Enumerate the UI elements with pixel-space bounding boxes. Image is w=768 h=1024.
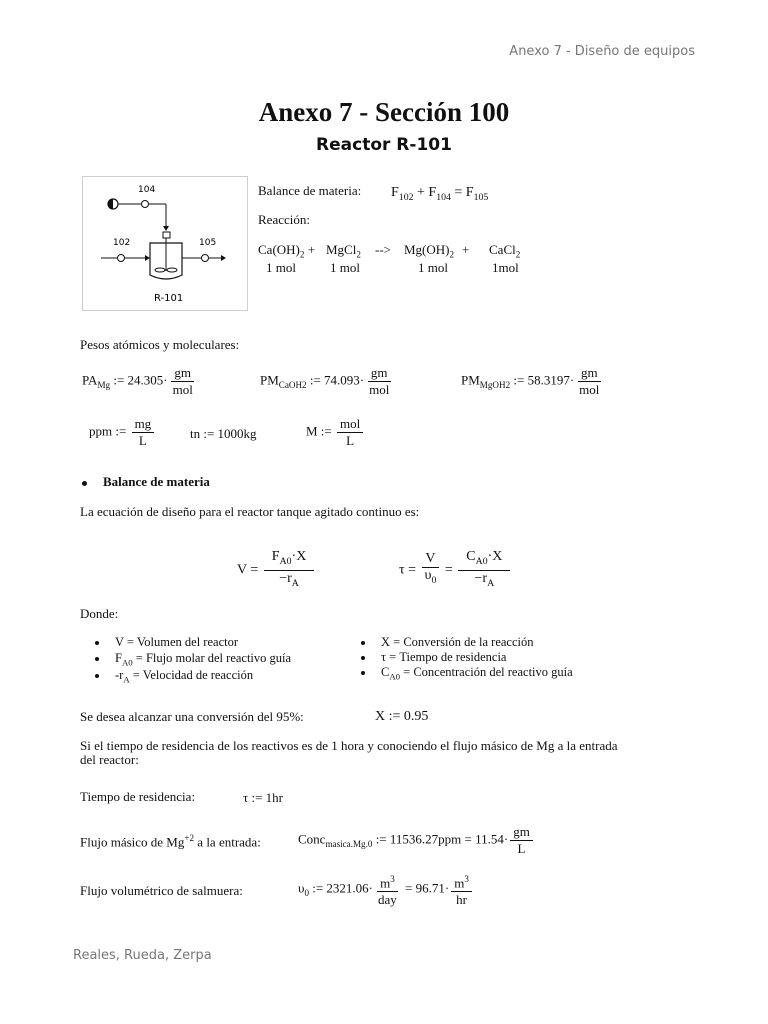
volumetric-flow-label: Flujo volumétrico de salmuera:	[80, 883, 243, 898]
stream-104-arrow	[163, 226, 169, 231]
def-concentration: $C_{A0}$ = Concentración del reactivo guía	[361, 665, 573, 682]
pm-mgoh2-eq: $PM_{MgOH2}$ := 58.3197· $\frac{gm}{\text{mol}}$	[461, 365, 600, 397]
residence-time-label: Tiempo de residencia:	[80, 789, 196, 804]
def-reaction-rate: $-r_A$ = Velocidad de reacción	[95, 668, 253, 685]
conversion-text: Se desea alcanzar una conversión del 95%:	[80, 709, 304, 724]
tau-equation: τ = $\frac{V}{\upsilon_0}$ = $\frac{C_{A0}\cdot X}{-r_A}$	[399, 549, 512, 592]
conversion-equation: X := 0.95	[375, 709, 429, 724]
page-subtitle: Reactor R-101	[316, 135, 452, 155]
reactant-mgcl2: MgCl$_2$	[326, 242, 361, 260]
paragraph-line-1: Si el tiempo de residencia de los reactivos es de 1 hora y conociendo el flujo másico de Mg a la entrada	[80, 738, 618, 753]
moles-2: 1 mol	[330, 260, 360, 275]
paragraph-line-2: del reactor:	[80, 752, 139, 767]
label-102: 102	[113, 238, 131, 248]
moles-1: 1 mol	[266, 260, 296, 275]
stream-104-node	[142, 201, 149, 208]
m-def: M := $\frac{\text{mol}}{L}$	[306, 416, 365, 449]
stream-105-arrow	[221, 255, 226, 261]
weights-label: Pesos atómicos y moleculares:	[80, 337, 240, 352]
balance-equation: $F_{102} + F_{104} = F_{105}$	[391, 185, 489, 203]
design-text: La ecuación de diseño para el reactor tanque agitado continuo es:	[80, 504, 420, 519]
moles-3: 1 mol	[418, 260, 448, 275]
volume-equation: V = $\frac{F_{A0}\cdot X}{-r_A}$	[237, 549, 316, 592]
stream-105-node	[202, 255, 209, 262]
product-cacl2: CaCl$_2$	[489, 242, 521, 260]
bullet-icon	[82, 481, 87, 486]
pm-caoh2-eq: $PM_{CaOH2}$ := 74.093· $\frac{gm}{\text{mol}}$	[260, 365, 390, 397]
reaction-arrow: -->	[375, 242, 391, 257]
stream-102-arrow	[145, 255, 150, 261]
def-molar-flow: $F_{A0}$ = Flujo molar del reactivo guía	[95, 651, 291, 668]
page-footer: Reales, Rueda, Zerpa	[73, 948, 212, 963]
mass-concentration-eq: Conc$_{masica.Mg.0}$ := 11536.27ppm = 11.54· $\frac{gm}{L}$	[298, 824, 535, 857]
moles-4: 1mol	[492, 260, 519, 275]
reactor-diagram-svg	[83, 177, 247, 310]
product-mgoh2: $Mg(OH)_2$	[404, 242, 455, 260]
reaction-plus: +	[462, 242, 470, 257]
motor-icon	[163, 232, 170, 238]
def-volume: V = Volumen del reactor	[95, 635, 238, 650]
residence-time-eq: τ := 1hr	[243, 790, 283, 805]
reaction-label: Reacción:	[258, 212, 310, 227]
page-title: Anexo 7 - Sección 100	[258, 97, 510, 127]
label-r101: R-101	[154, 293, 184, 304]
volumetric-flow-eq: $\upsilon_0$ := 2321.06· $\frac{m^3}{\text{day}}$ = 96.71· $\frac{m^3}{hr}$	[298, 871, 474, 908]
balance-label: Balance de materia:	[258, 183, 362, 198]
ppm-def: ppm := $\frac{mg}{L}$	[89, 416, 156, 449]
agitator-blade-right	[167, 268, 177, 272]
reactant-caoh2: $Ca(OH)_2$ +	[258, 242, 316, 260]
reactor-diagram	[82, 176, 248, 311]
section-heading: Balance de materia	[82, 474, 210, 490]
tn-def: tn := 1000kg	[190, 426, 257, 441]
def-residence-time: τ = Tiempo de residencia	[361, 650, 506, 665]
label-105: 105	[199, 238, 217, 248]
agitator-blade-left	[155, 268, 165, 272]
def-conversion: X = Conversión de la reacción	[361, 635, 533, 650]
page-header: Anexo 7 - Diseño de equipos	[509, 44, 695, 59]
mass-flow-label: Flujo másico de $Mg^{+2}$ a la entrada:	[80, 833, 261, 850]
donde-label: Donde:	[80, 606, 119, 621]
stream-102-node	[118, 255, 125, 262]
pa-mg-eq: $PA_{Mg}$ := 24.305· $\frac{gm}{\text{mol}}$	[82, 365, 193, 397]
label-104: 104	[138, 185, 156, 195]
